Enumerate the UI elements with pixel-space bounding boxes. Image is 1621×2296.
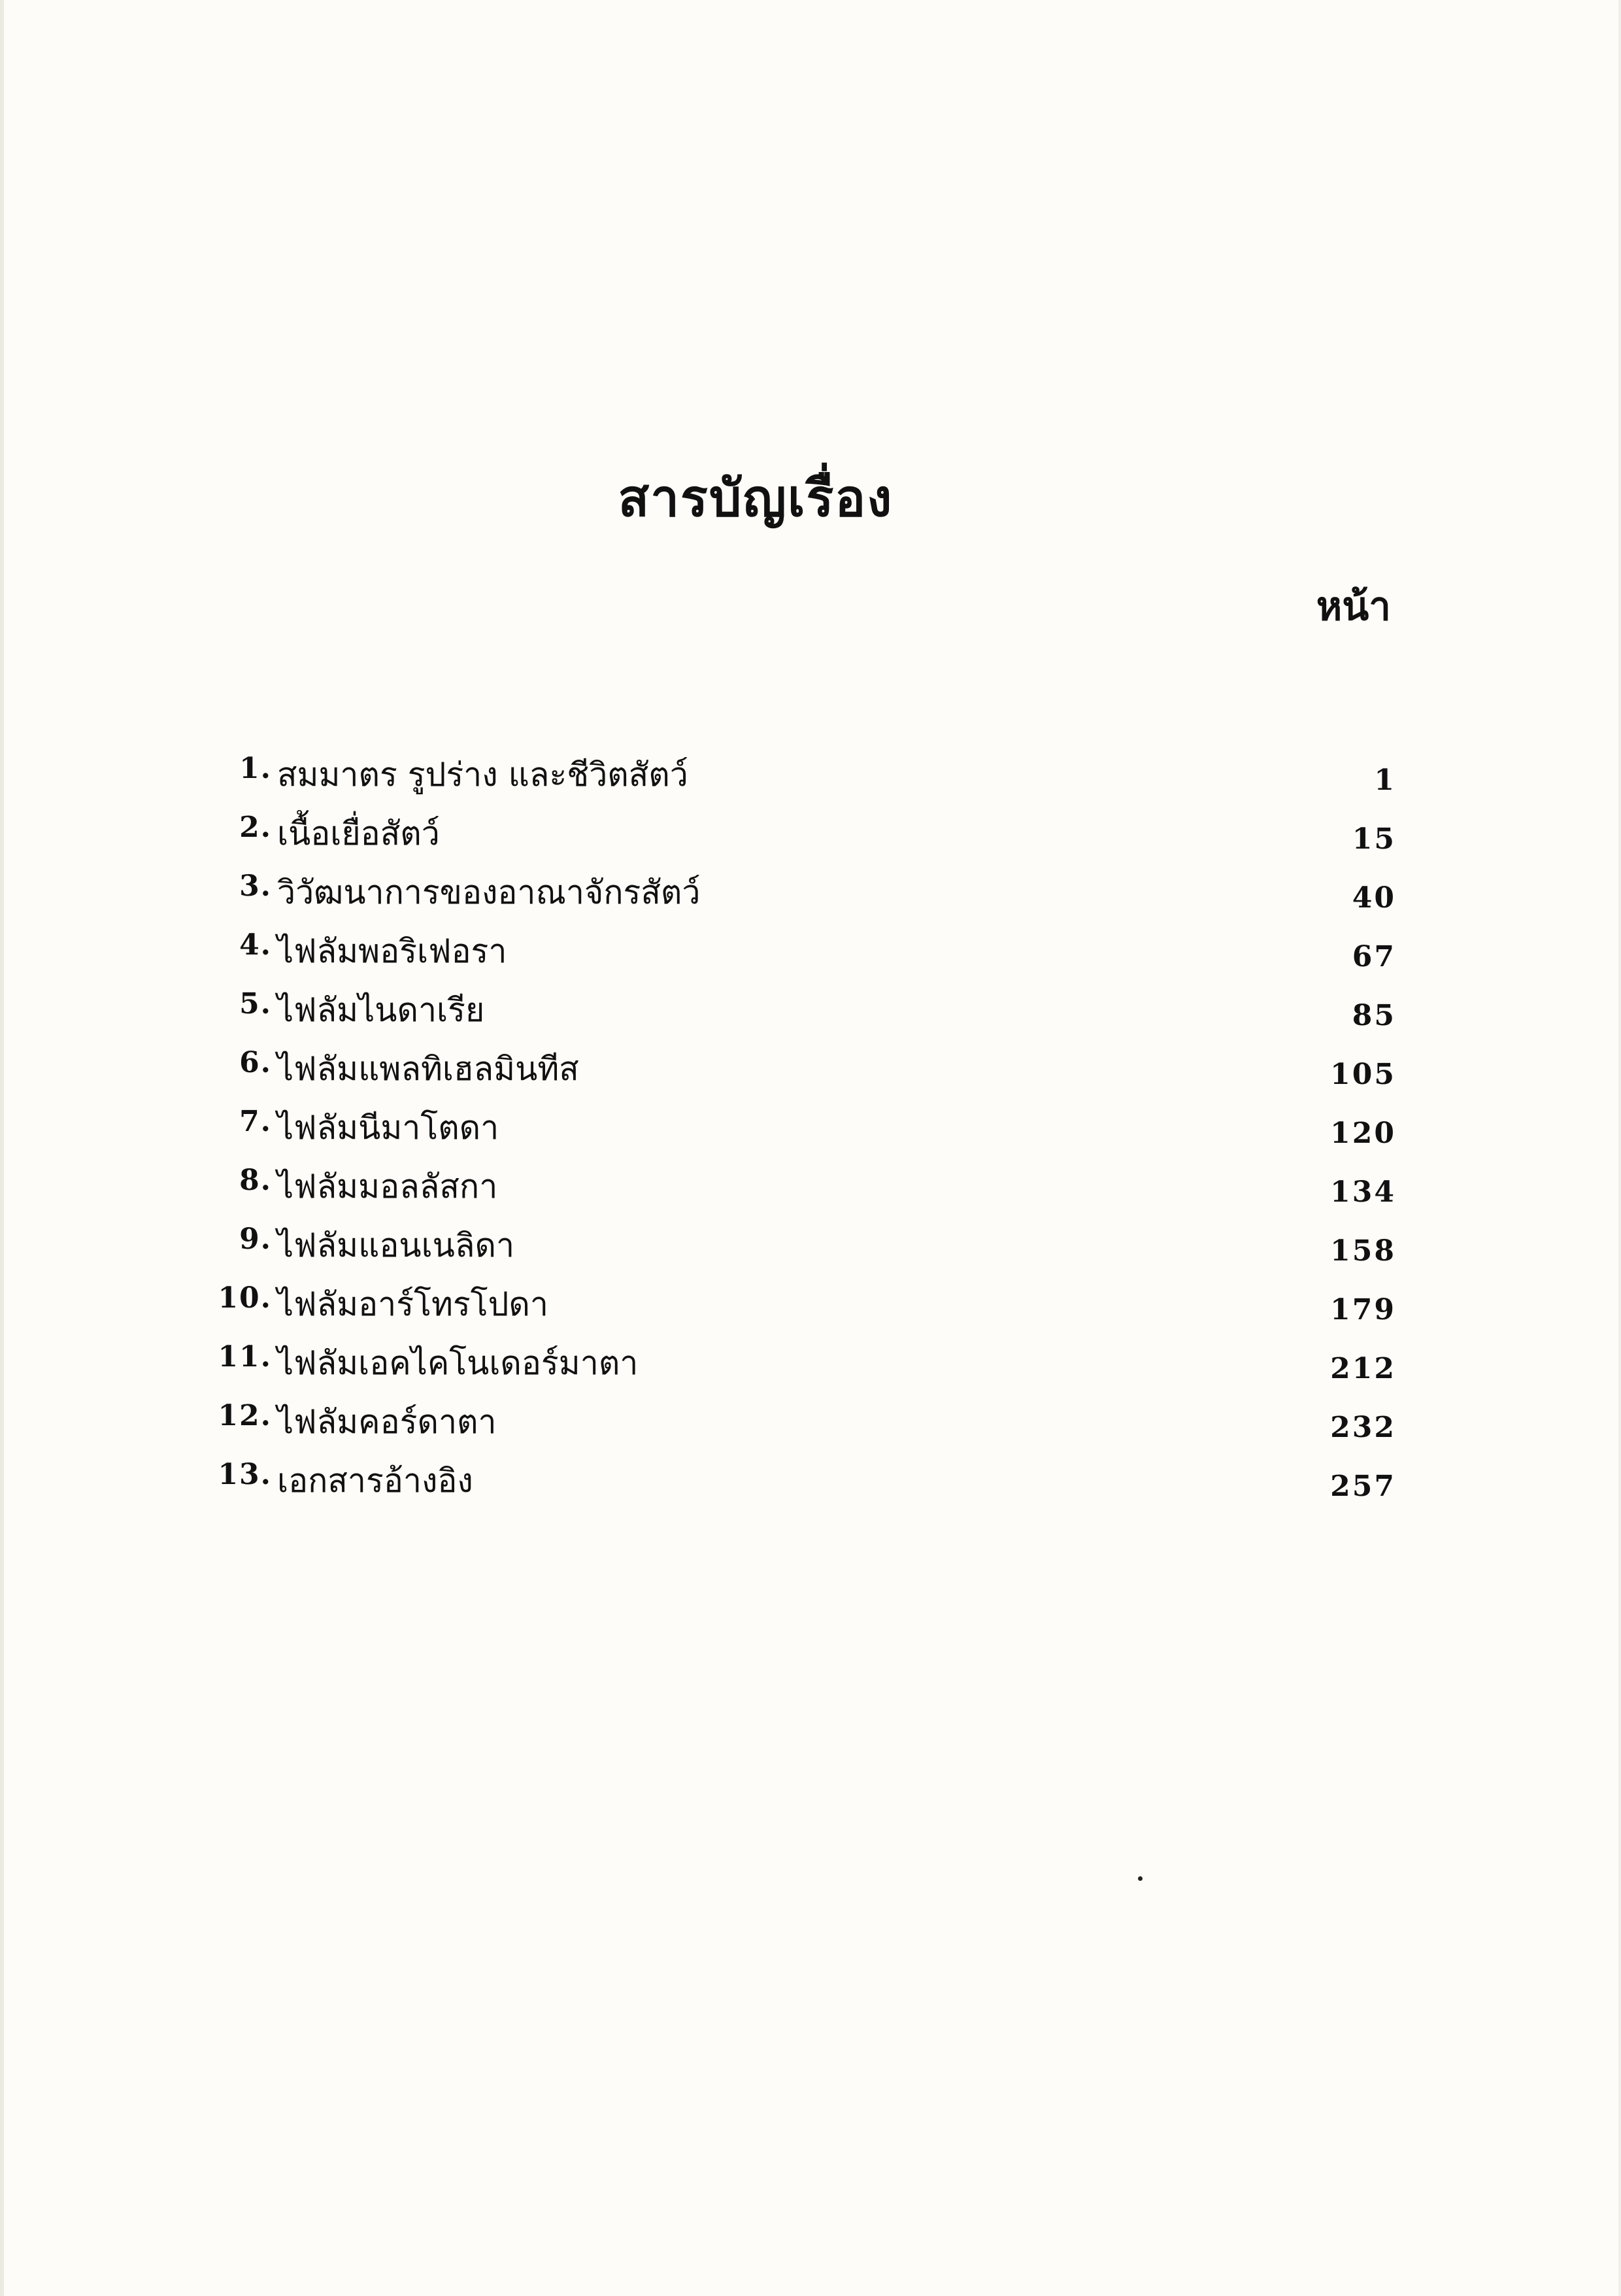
toc-entry — [4, 987, 1621, 1046]
toc-entry — [4, 1223, 1621, 1281]
toc-entry-number: 13. — [218, 1458, 272, 1491]
toc-entry-page: 67 — [1352, 940, 1396, 973]
toc-entry-page: 134 — [1330, 1175, 1396, 1209]
toc-entry-number: 4. — [239, 928, 272, 962]
toc-entry — [4, 1281, 1621, 1340]
toc-entry-page: 257 — [1330, 1470, 1396, 1503]
toc-entry — [4, 1046, 1621, 1105]
toc-entry-title: สมมาตร รูปร่าง และชีวิตสัตว์ — [277, 756, 688, 794]
toc-entry-title: เนื้อเยื่อสัตว์ — [277, 815, 440, 853]
toc-entry — [4, 752, 1621, 811]
toc-entry-page: 212 — [1330, 1352, 1396, 1385]
toc-entry-page: 232 — [1330, 1411, 1396, 1444]
toc-entry-page: 40 — [1352, 881, 1396, 915]
toc-entry-page: 105 — [1330, 1058, 1396, 1091]
toc-entry-title: ไฟลัมพอริเฟอรา — [277, 932, 507, 970]
toc-entry-page: 85 — [1352, 999, 1396, 1032]
toc-entry-number: 1. — [239, 752, 272, 785]
toc-entry-title: ไฟลัมแอนเนลิดา — [277, 1226, 515, 1264]
toc-entry-number: 7. — [239, 1105, 272, 1138]
toc-entry-number: 9. — [239, 1223, 272, 1256]
toc-entry-number: 8. — [239, 1164, 272, 1197]
toc-entry-title: ไฟลัมคอร์ดาตา — [277, 1403, 497, 1441]
toc-entry-page: 15 — [1352, 822, 1396, 856]
toc-entry — [4, 1164, 1621, 1223]
toc-entry-number: 12. — [218, 1399, 272, 1432]
toc-entry-title: ไฟลัมเอคไคโนเดอร์มาตา — [277, 1344, 639, 1382]
toc-entry-title: ไฟลัมอาร์โทรโปดา — [277, 1285, 548, 1323]
toc-entry — [4, 1105, 1621, 1164]
toc-entry-number: 2. — [239, 811, 272, 844]
table-of-contents — [4, 752, 1621, 1517]
toc-entry-number: 11. — [218, 1340, 272, 1374]
toc-entry-number: 3. — [239, 869, 272, 903]
toc-entry-page: 158 — [1330, 1234, 1396, 1268]
page-column-header: หน้า — [1316, 584, 1391, 630]
toc-entry — [4, 811, 1621, 869]
toc-entry — [4, 1399, 1621, 1458]
toc-entry-page: 179 — [1330, 1293, 1396, 1326]
print-speck — [1138, 1876, 1143, 1881]
toc-entry — [4, 1340, 1621, 1399]
toc-entry-title: ไฟลัมแพลทิเฮลมินทีส — [277, 1050, 579, 1088]
toc-entry — [4, 869, 1621, 928]
toc-entry-title: วิวัฒนาการของอาณาจักรสัตว์ — [277, 873, 701, 911]
toc-entry-title: ไฟลัมมอลลัสกา — [277, 1168, 498, 1206]
toc-entry-title: ไฟลัมไนดาเรีย — [277, 991, 485, 1029]
toc-entry-title: เอกสารอ้างอิง — [277, 1462, 473, 1500]
page-title: สารบัญเรื่อง — [618, 469, 894, 528]
toc-entry-number: 5. — [239, 987, 272, 1021]
toc-entry-page: 1 — [1374, 764, 1396, 797]
toc-entry-title: ไฟลัมนีมาโตดา — [277, 1109, 499, 1147]
toc-entry — [4, 1458, 1621, 1517]
toc-entry-page: 120 — [1330, 1117, 1396, 1150]
toc-entry — [4, 928, 1621, 987]
toc-entry-number: 6. — [239, 1046, 272, 1079]
toc-entry-number: 10. — [218, 1281, 272, 1315]
